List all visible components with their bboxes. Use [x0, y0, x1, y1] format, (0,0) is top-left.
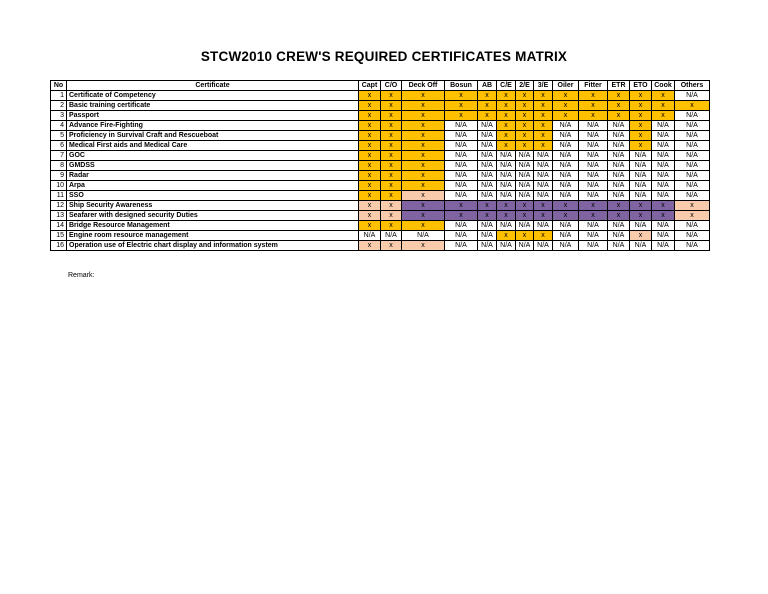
requirement-cell: N/A	[579, 181, 608, 191]
requirement-cell: x	[445, 91, 478, 101]
requirement-cell: N/A	[608, 221, 630, 231]
table-row	[51, 131, 710, 141]
requirement-cell: N/A	[675, 241, 710, 251]
column-header: 3/E	[534, 81, 553, 91]
requirement-cell: N/A	[553, 221, 579, 231]
requirement-cell: x	[381, 91, 402, 101]
requirement-cell: x	[534, 121, 553, 131]
requirement-cell: N/A	[534, 221, 553, 231]
row-number: 4	[51, 121, 67, 131]
row-number: 8	[51, 161, 67, 171]
requirement-cell: N/A	[630, 241, 652, 251]
requirement-cell: x	[359, 141, 381, 151]
requirement-cell: x	[359, 131, 381, 141]
requirement-cell: N/A	[534, 181, 553, 191]
requirement-cell: N/A	[608, 141, 630, 151]
requirement-cell: N/A	[652, 231, 675, 241]
requirement-cell: x	[553, 111, 579, 121]
requirement-cell: x	[630, 141, 652, 151]
requirement-cell: x	[359, 241, 381, 251]
table-row	[51, 201, 710, 211]
requirement-cell: N/A	[445, 161, 478, 171]
row-number: 1	[51, 91, 67, 101]
requirement-cell: N/A	[675, 131, 710, 141]
requirement-cell: x	[534, 111, 553, 121]
requirement-cell: x	[534, 201, 553, 211]
table-row	[51, 231, 710, 241]
requirement-cell: N/A	[497, 181, 516, 191]
certificate-name: Certificate of Competency	[67, 91, 359, 101]
requirement-cell: N/A	[445, 231, 478, 241]
table-row	[51, 181, 710, 191]
requirement-cell: x	[608, 111, 630, 121]
requirement-cell: N/A	[497, 161, 516, 171]
requirement-cell: x	[478, 111, 497, 121]
requirement-cell: N/A	[579, 141, 608, 151]
requirement-cell: x	[497, 211, 516, 221]
certificate-name: Ship Security Awareness	[67, 201, 359, 211]
requirement-cell: N/A	[675, 161, 710, 171]
requirement-cell: N/A	[652, 131, 675, 141]
requirement-cell: N/A	[516, 181, 534, 191]
requirement-cell: x	[402, 161, 445, 171]
table-row	[51, 101, 710, 111]
requirement-cell: x	[381, 211, 402, 221]
table-row	[51, 191, 710, 201]
row-number: 5	[51, 131, 67, 141]
requirement-cell: N/A	[445, 121, 478, 131]
column-header: ETO	[630, 81, 652, 91]
requirement-cell: x	[630, 111, 652, 121]
requirement-cell: N/A	[630, 171, 652, 181]
requirement-cell: x	[534, 131, 553, 141]
requirement-cell: N/A	[534, 161, 553, 171]
requirement-cell: N/A	[579, 241, 608, 251]
requirement-cell: x	[359, 191, 381, 201]
requirement-cell: x	[534, 231, 553, 241]
requirement-cell: x	[675, 211, 710, 221]
requirement-cell: N/A	[381, 231, 402, 241]
certificate-name: GMDSS	[67, 161, 359, 171]
requirement-cell: x	[516, 231, 534, 241]
requirement-cell: x	[445, 101, 478, 111]
column-header: ETR	[608, 81, 630, 91]
requirement-cell: N/A	[608, 241, 630, 251]
requirement-cell: N/A	[675, 221, 710, 231]
requirement-cell: x	[630, 211, 652, 221]
requirement-cell: N/A	[675, 191, 710, 201]
certificate-name: GOC	[67, 151, 359, 161]
requirement-cell: x	[652, 211, 675, 221]
requirement-cell: x	[402, 201, 445, 211]
requirement-cell: x	[359, 111, 381, 121]
requirement-cell: x	[579, 211, 608, 221]
table-row	[51, 161, 710, 171]
requirement-cell: N/A	[516, 221, 534, 231]
requirement-cell: x	[478, 101, 497, 111]
requirement-cell: N/A	[478, 121, 497, 131]
requirement-cell: x	[445, 211, 478, 221]
requirement-cell: N/A	[553, 161, 579, 171]
requirement-cell: x	[381, 131, 402, 141]
certificate-name: Medical First aids and Medical Care	[67, 141, 359, 151]
requirement-cell: N/A	[553, 121, 579, 131]
requirement-cell: x	[497, 201, 516, 211]
requirement-cell: N/A	[478, 181, 497, 191]
requirement-cell: N/A	[497, 191, 516, 201]
requirement-cell: x	[497, 121, 516, 131]
requirement-cell: x	[402, 151, 445, 161]
requirement-cell: N/A	[579, 231, 608, 241]
requirement-cell: x	[402, 241, 445, 251]
requirement-cell: x	[516, 211, 534, 221]
column-header: C/O	[381, 81, 402, 91]
requirement-cell: x	[516, 121, 534, 131]
requirement-cell: N/A	[608, 121, 630, 131]
column-header: Capt	[359, 81, 381, 91]
table-row	[51, 141, 710, 151]
requirement-cell: x	[579, 91, 608, 101]
requirement-cell: x	[402, 141, 445, 151]
row-number: 9	[51, 171, 67, 181]
requirement-cell: x	[381, 181, 402, 191]
table-header-row	[51, 81, 710, 91]
requirement-cell: N/A	[553, 171, 579, 181]
requirement-cell: N/A	[478, 161, 497, 171]
table-row	[51, 221, 710, 231]
row-number: 12	[51, 201, 67, 211]
table-row	[51, 121, 710, 131]
certificate-name: Basic training certificate	[67, 101, 359, 111]
requirement-cell: N/A	[445, 181, 478, 191]
requirement-cell: N/A	[553, 151, 579, 161]
requirement-cell: x	[359, 161, 381, 171]
row-number: 10	[51, 181, 67, 191]
certificate-name: Seafarer with designed security Duties	[67, 211, 359, 221]
requirement-cell: N/A	[478, 231, 497, 241]
requirement-cell: x	[516, 111, 534, 121]
requirement-cell: x	[359, 201, 381, 211]
requirement-cell: N/A	[675, 121, 710, 131]
requirement-cell: x	[652, 101, 675, 111]
requirement-cell: x	[381, 161, 402, 171]
row-number: 15	[51, 231, 67, 241]
row-number: 3	[51, 111, 67, 121]
requirement-cell: x	[630, 101, 652, 111]
requirement-cell: N/A	[579, 191, 608, 201]
requirement-cell: N/A	[445, 221, 478, 231]
certificate-name: Proficiency in Survival Craft and Rescueboat	[67, 131, 359, 141]
requirement-cell: x	[675, 101, 710, 111]
requirement-cell: N/A	[534, 151, 553, 161]
requirement-cell: x	[381, 141, 402, 151]
requirement-cell: x	[381, 101, 402, 111]
requirement-cell: x	[497, 101, 516, 111]
table-row	[51, 241, 710, 251]
requirement-cell: x	[359, 151, 381, 161]
requirement-cell: N/A	[402, 231, 445, 241]
requirement-cell: N/A	[652, 241, 675, 251]
requirement-cell: N/A	[675, 91, 710, 101]
row-number: 11	[51, 191, 67, 201]
table-row	[51, 171, 710, 181]
requirement-cell: x	[630, 201, 652, 211]
requirement-cell: N/A	[553, 241, 579, 251]
requirement-cell: x	[534, 211, 553, 221]
requirement-cell: x	[359, 91, 381, 101]
requirement-cell: x	[445, 201, 478, 211]
requirement-cell: N/A	[630, 161, 652, 171]
requirement-cell: N/A	[675, 141, 710, 151]
requirement-cell: x	[381, 151, 402, 161]
requirement-cell: x	[579, 201, 608, 211]
requirement-cell: N/A	[445, 191, 478, 201]
requirement-cell: N/A	[608, 171, 630, 181]
requirement-cell: N/A	[675, 231, 710, 241]
requirement-cell: N/A	[478, 171, 497, 181]
requirement-cell: x	[359, 211, 381, 221]
certificate-name: Radar	[67, 171, 359, 181]
requirement-cell: N/A	[579, 131, 608, 141]
requirement-cell: x	[402, 171, 445, 181]
requirement-cell: N/A	[359, 231, 381, 241]
requirement-cell: N/A	[652, 191, 675, 201]
requirement-cell: N/A	[516, 241, 534, 251]
requirement-cell: N/A	[652, 141, 675, 151]
requirement-cell: N/A	[553, 181, 579, 191]
requirement-cell: N/A	[579, 171, 608, 181]
requirement-cell: x	[579, 101, 608, 111]
certificate-name: Operation use of Electric chart display and information system	[67, 241, 359, 251]
requirement-cell: N/A	[445, 131, 478, 141]
requirement-cell: x	[516, 201, 534, 211]
requirement-cell: x	[381, 171, 402, 181]
requirement-cell: x	[381, 191, 402, 201]
requirement-cell: x	[516, 91, 534, 101]
column-header: C/E	[497, 81, 516, 91]
certificate-name: SSO	[67, 191, 359, 201]
requirement-cell: x	[402, 111, 445, 121]
column-header: Oiler	[553, 81, 579, 91]
requirement-cell: N/A	[652, 151, 675, 161]
requirement-cell: x	[381, 111, 402, 121]
row-number: 13	[51, 211, 67, 221]
requirement-cell: x	[478, 201, 497, 211]
requirement-cell: N/A	[534, 171, 553, 181]
requirement-cell: N/A	[608, 151, 630, 161]
requirement-cell: x	[516, 131, 534, 141]
requirement-cell: N/A	[516, 171, 534, 181]
requirement-cell: x	[652, 111, 675, 121]
column-header: AB	[478, 81, 497, 91]
requirement-cell: x	[381, 201, 402, 211]
requirement-cell: N/A	[553, 231, 579, 241]
requirement-cell: N/A	[497, 221, 516, 231]
certificate-name: Arpa	[67, 181, 359, 191]
requirement-cell: x	[478, 211, 497, 221]
requirement-cell: x	[497, 131, 516, 141]
requirement-cell: N/A	[478, 141, 497, 151]
requirement-cell: N/A	[675, 181, 710, 191]
requirement-cell: x	[516, 141, 534, 151]
row-number: 16	[51, 241, 67, 251]
remark-label: Remark:	[68, 272, 95, 279]
row-number: 7	[51, 151, 67, 161]
requirement-cell: x	[652, 91, 675, 101]
requirement-cell: N/A	[630, 191, 652, 201]
requirement-cell: x	[608, 101, 630, 111]
requirement-cell: x	[675, 201, 710, 211]
row-number: 14	[51, 221, 67, 231]
requirement-cell: N/A	[478, 151, 497, 161]
requirement-cell: x	[402, 121, 445, 131]
certificate-name: Bridge Resource Management	[67, 221, 359, 231]
requirement-cell: N/A	[534, 241, 553, 251]
requirement-cell: N/A	[630, 181, 652, 191]
requirement-cell: N/A	[478, 131, 497, 141]
requirement-cell: N/A	[579, 121, 608, 131]
requirement-cell: x	[478, 91, 497, 101]
column-header: 2/E	[516, 81, 534, 91]
requirement-cell: N/A	[553, 191, 579, 201]
requirement-cell: x	[381, 221, 402, 231]
requirement-cell: x	[630, 91, 652, 101]
requirement-cell: x	[381, 241, 402, 251]
requirement-cell: x	[402, 181, 445, 191]
requirement-cell: N/A	[497, 171, 516, 181]
requirement-cell: N/A	[675, 151, 710, 161]
column-header: Others	[675, 81, 710, 91]
requirement-cell: x	[402, 211, 445, 221]
requirement-cell: x	[359, 171, 381, 181]
certificate-name: Advance Fire-Fighting	[67, 121, 359, 131]
requirement-cell: x	[402, 191, 445, 201]
requirement-cell: N/A	[553, 141, 579, 151]
requirement-cell: N/A	[652, 171, 675, 181]
requirement-cell: N/A	[652, 181, 675, 191]
requirement-cell: N/A	[478, 241, 497, 251]
requirement-cell: N/A	[608, 191, 630, 201]
requirement-cell: x	[553, 211, 579, 221]
column-header: No	[51, 81, 67, 91]
requirement-cell: x	[579, 111, 608, 121]
requirement-cell: x	[630, 131, 652, 141]
requirement-cell: N/A	[553, 131, 579, 141]
requirement-cell: x	[497, 231, 516, 241]
requirement-cell: N/A	[608, 231, 630, 241]
requirement-cell: x	[381, 121, 402, 131]
table-body	[51, 91, 710, 251]
requirement-cell: x	[497, 91, 516, 101]
requirement-cell: x	[497, 141, 516, 151]
requirement-cell: N/A	[445, 241, 478, 251]
requirement-cell: N/A	[608, 181, 630, 191]
table-row	[51, 151, 710, 161]
requirement-cell: x	[359, 121, 381, 131]
requirement-cell: N/A	[630, 221, 652, 231]
requirement-cell: x	[652, 201, 675, 211]
column-header: Bosun	[445, 81, 478, 91]
requirement-cell: x	[553, 101, 579, 111]
requirement-cell: x	[553, 91, 579, 101]
requirement-cell: x	[516, 101, 534, 111]
requirement-cell: x	[359, 181, 381, 191]
requirement-cell: N/A	[675, 171, 710, 181]
requirement-cell: x	[534, 101, 553, 111]
requirement-cell: x	[402, 221, 445, 231]
requirement-cell: N/A	[516, 191, 534, 201]
column-header: Fitter	[579, 81, 608, 91]
requirement-cell: N/A	[516, 151, 534, 161]
requirement-cell: N/A	[630, 151, 652, 161]
table-row	[51, 111, 710, 121]
column-header: Certificate	[67, 81, 359, 91]
column-header: Cook	[652, 81, 675, 91]
page-title: STCW2010 CREW'S REQUIRED CERTIFICATES MATRIX	[200, 49, 568, 64]
requirement-cell: x	[534, 141, 553, 151]
requirement-cell: N/A	[608, 161, 630, 171]
certificate-name: Passport	[67, 111, 359, 121]
table-row	[51, 211, 710, 221]
column-header: Deck Off	[402, 81, 445, 91]
requirement-cell: x	[359, 221, 381, 231]
requirement-cell: N/A	[579, 161, 608, 171]
row-number: 2	[51, 101, 67, 111]
requirement-cell: x	[445, 111, 478, 121]
requirement-cell: N/A	[652, 121, 675, 131]
row-number: 6	[51, 141, 67, 151]
requirement-cell: x	[608, 211, 630, 221]
requirement-cell: N/A	[445, 171, 478, 181]
requirement-cell: x	[402, 101, 445, 111]
requirement-cell: x	[630, 231, 652, 241]
requirement-cell: N/A	[579, 151, 608, 161]
requirement-cell: N/A	[652, 221, 675, 231]
requirement-cell: x	[608, 91, 630, 101]
requirement-cell: N/A	[516, 161, 534, 171]
requirement-cell: N/A	[497, 241, 516, 251]
requirement-cell: N/A	[497, 151, 516, 161]
requirement-cell: N/A	[534, 191, 553, 201]
requirement-cell: N/A	[579, 221, 608, 231]
certificates-matrix-table	[50, 80, 710, 251]
requirement-cell: N/A	[608, 131, 630, 141]
requirement-cell: x	[630, 121, 652, 131]
requirement-cell: N/A	[445, 151, 478, 161]
requirement-cell: x	[497, 111, 516, 121]
requirement-cell: x	[402, 131, 445, 141]
requirement-cell: x	[553, 201, 579, 211]
requirement-cell: x	[608, 201, 630, 211]
requirement-cell: N/A	[445, 141, 478, 151]
requirement-cell: x	[359, 101, 381, 111]
requirement-cell: x	[534, 91, 553, 101]
table-row	[51, 91, 710, 101]
requirement-cell: N/A	[652, 161, 675, 171]
requirement-cell: N/A	[478, 221, 497, 231]
requirement-cell: N/A	[675, 111, 710, 121]
requirement-cell: N/A	[478, 191, 497, 201]
requirement-cell: x	[402, 91, 445, 101]
certificate-name: Engine room resource management	[67, 231, 359, 241]
